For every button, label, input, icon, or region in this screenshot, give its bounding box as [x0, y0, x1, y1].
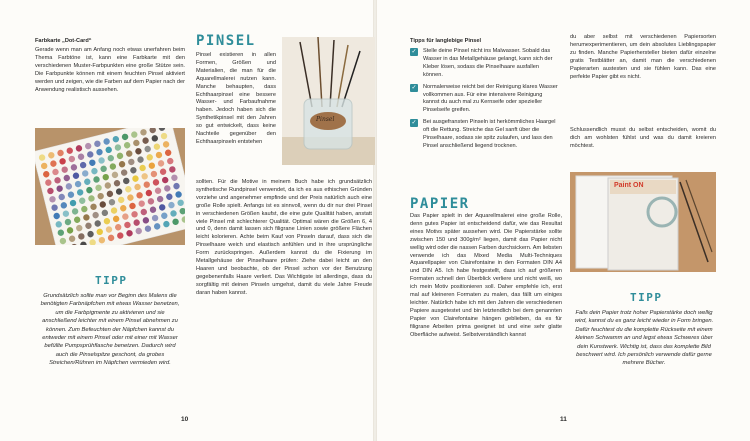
page-number-left: 10	[181, 416, 189, 423]
page-number-right: 11	[560, 416, 567, 423]
pinsel-title: PINSEL	[196, 33, 256, 49]
tipp-text-left: Grundsätzlich sollte man vor Beginn des Malens die benötigten Farbnäpfchen mit etwas Wasser benetzen, um die Farbpigmente zu aktivieren und sie anschließend leichter mit einem Pinsel abnehmen zu können. Zum Befeuchten der Näpfchen kannst du entweder mit einem Pinsel oder mit einer mit Wasser befüllte Pumpsprühflasche benetzen. Dadurch wird auch die Pinselspitze geschont, da grobes Streichen/Rühren im Näpfchen vermieden wird.	[40, 293, 180, 367]
tipp-title-right: TIPP	[630, 291, 663, 304]
pinsel-text: sollten. Für die Motive in meinem Buch habe ich grundsätzlich synthetische Rundpinsel verwendet, da ich es aus ethischen Gründen vorziehe und angenehmer empfinde und der Preis natürlich auch eine große Rolle spielt. Anfangs ist es sinnvoll, wenn du dir nur drei Pinsel in verschiedenen Größen kaufst, die eine gute Qualität haben, anstatt viele Pinsel mit schlechterer Qualität. Optimal wären die Größen 6, 4 und 0, denn damit lassen sich filigrane Linien sowie größere Flächen leicht kolorieren. Achte beim Kauf von Pinseln darauf, dass sich die Pinselhaare weich und elastisch anfühlen und in ihre ursprüngliche Form zurückspringen. Außerdem kannst du die Fixierung im Metallgehäuse der Pinselhaare prüfen: Ziehe dabei leicht an den Haaren und beobachte, ob der Pinsel schon vor der Benutzung gegebenenfalls Haare verliert. Das Wichtigste ist allerdings, dass du sorgfältig mit deinen Pinseln umgehst, damit du viele Jahre Freude daran haben kannst.	[196, 179, 372, 296]
dot-card-text: Gerade wenn man am Anfang noch etwas unerfahren beim Thema Farbtöne ist, kann eine Farbkarte mit den verschiedenen Muster-Farbpunkten eine große Stütze sein. Die Farbpunkte können mit einem feuchten Pinsel aktiviert werden und zeigen, wie die Farben auf dem Papier nach der Anwendung realistisch aussehen.	[35, 47, 185, 93]
color-chart-photo	[35, 128, 185, 245]
tips-heading: Tipps für langlebige Pinsel	[410, 38, 482, 44]
left-page	[0, 0, 374, 441]
papier-text: Das Papier spielt in der Aquarellmalerei eine große Rolle, denn gutes Papier ist entscheidend dafür, wie das Resultat eines Motivs später aussehen wird. Die Papierstärke sollte zwischen 150 und 300g/m² liegen, damit das Papier nicht wellig wird oder die nassen Farben durchsickern. Am liebsten verwende ich das Mixed Media Multi-Techniques Aquarellpapier von Clairefontaine in den Formaten DIN A4 und DIN A5. Ich habe festgestellt, dass ich auf größeren Formaten schnell den Überblick verliere und nicht weiß, wo ich mein Motiv positionieren soll. Daher empfehle ich, erst mal auf kleineren Formaten zu malen, das fällt um einiges leichter. Natürlich habe ich mit den Jahren die verschiedenen Papiere ausgetestet und bin letztendlich bei dem genannten Papier von Clairefontaine hängen geblieben, da es für filigrane Arbeiten prima geeignet ist und eine sehr glatte Oberfläche aufweist. Selbstverständlich kannst	[410, 213, 562, 338]
jar-label: Pinsel	[316, 116, 335, 123]
tip-item: ✓ Bei ausgefransten Pinseln ist herkömmliches Haargel oft die Rettung. Streiche das Gel sanft über die Pinselhaare, sodass sie spitz zulaufen, und lass den Pinsel anschließend liegend trocknen.	[411, 119, 556, 149]
tip-item: ✓ Stelle deine Pinsel nicht ins Malwasser. Sobald das Wasser in das Metallgehäuse gelangt, kann sich der Kleber lösen, sodass die Pinselhaare ausfallen können.	[411, 48, 553, 78]
brush-jar-photo	[282, 37, 375, 165]
paper-column-text-2: Schlussendlich musst du selbst entscheiden, womit du dich am wohlsten fühlst und was du damit kreieren möchtest.	[570, 127, 716, 149]
tips-list	[410, 48, 560, 155]
pinsel-intro: Pinsel existieren in allen Formen, Größen und Materialien, die man für die Aquarellmalerei nutzen kann. Manche behaupten, dass Echthaarpinsel eine bessere Wasser- und Farbaufnahme haben. Jedoch haben sich die Synthetikpinsel mit den Jahren so gut entwickelt, dass keine Nachteile gegenüber den Echthaarpinseln entstehen	[196, 52, 276, 145]
checkbox-icon: ✓	[411, 84, 417, 91]
tipp-title-left: TIPP	[95, 274, 128, 287]
tip-item: ✓ Normalerweise reicht bei der Reinigung klares Wasser vollkommen aus. Für eine intensivere Reinigung kannst du auch mal zu Kernseife oder spezieller Pinselseife greifen.	[411, 83, 558, 114]
checkbox-icon: ✓	[411, 120, 417, 127]
tipp-text-right: Falls dein Papier trotz hoher Papierstärke doch wellig wird, kannst du es ganz leicht wieder in Form bringen. Dafür feuchtest du die komplette Rückseite mit einem kleinen Schwamm an und legst etwas Schweres über dein Kunstwerk. Wichtig ist, dass das komplette Bild beschwert wird. Ich persönlich verwende dafür gerne mehrere Bücher.	[574, 310, 714, 367]
dot-card-heading: Farbkarte „Dot-Card“	[35, 38, 92, 44]
paper-column-text: du aber selbst mit verschiedenen Papiersorten herumexperimentieren, um dein absolutes Lieblingspapier zu finden. Manche Papierhersteller bieten dafür einzelne gratis Testblätter an, damit man die verschiedenen Papierarten austesten und sie fühlen kann. Das eine perfekte Papier gibt es nicht.	[570, 34, 716, 80]
papier-title: PAPIER	[410, 196, 470, 212]
paper-pad-photo	[570, 172, 716, 272]
pad-brand-label: Paint ON	[614, 182, 644, 189]
checkbox-icon: ✓	[411, 49, 417, 55]
right-page	[376, 0, 750, 441]
